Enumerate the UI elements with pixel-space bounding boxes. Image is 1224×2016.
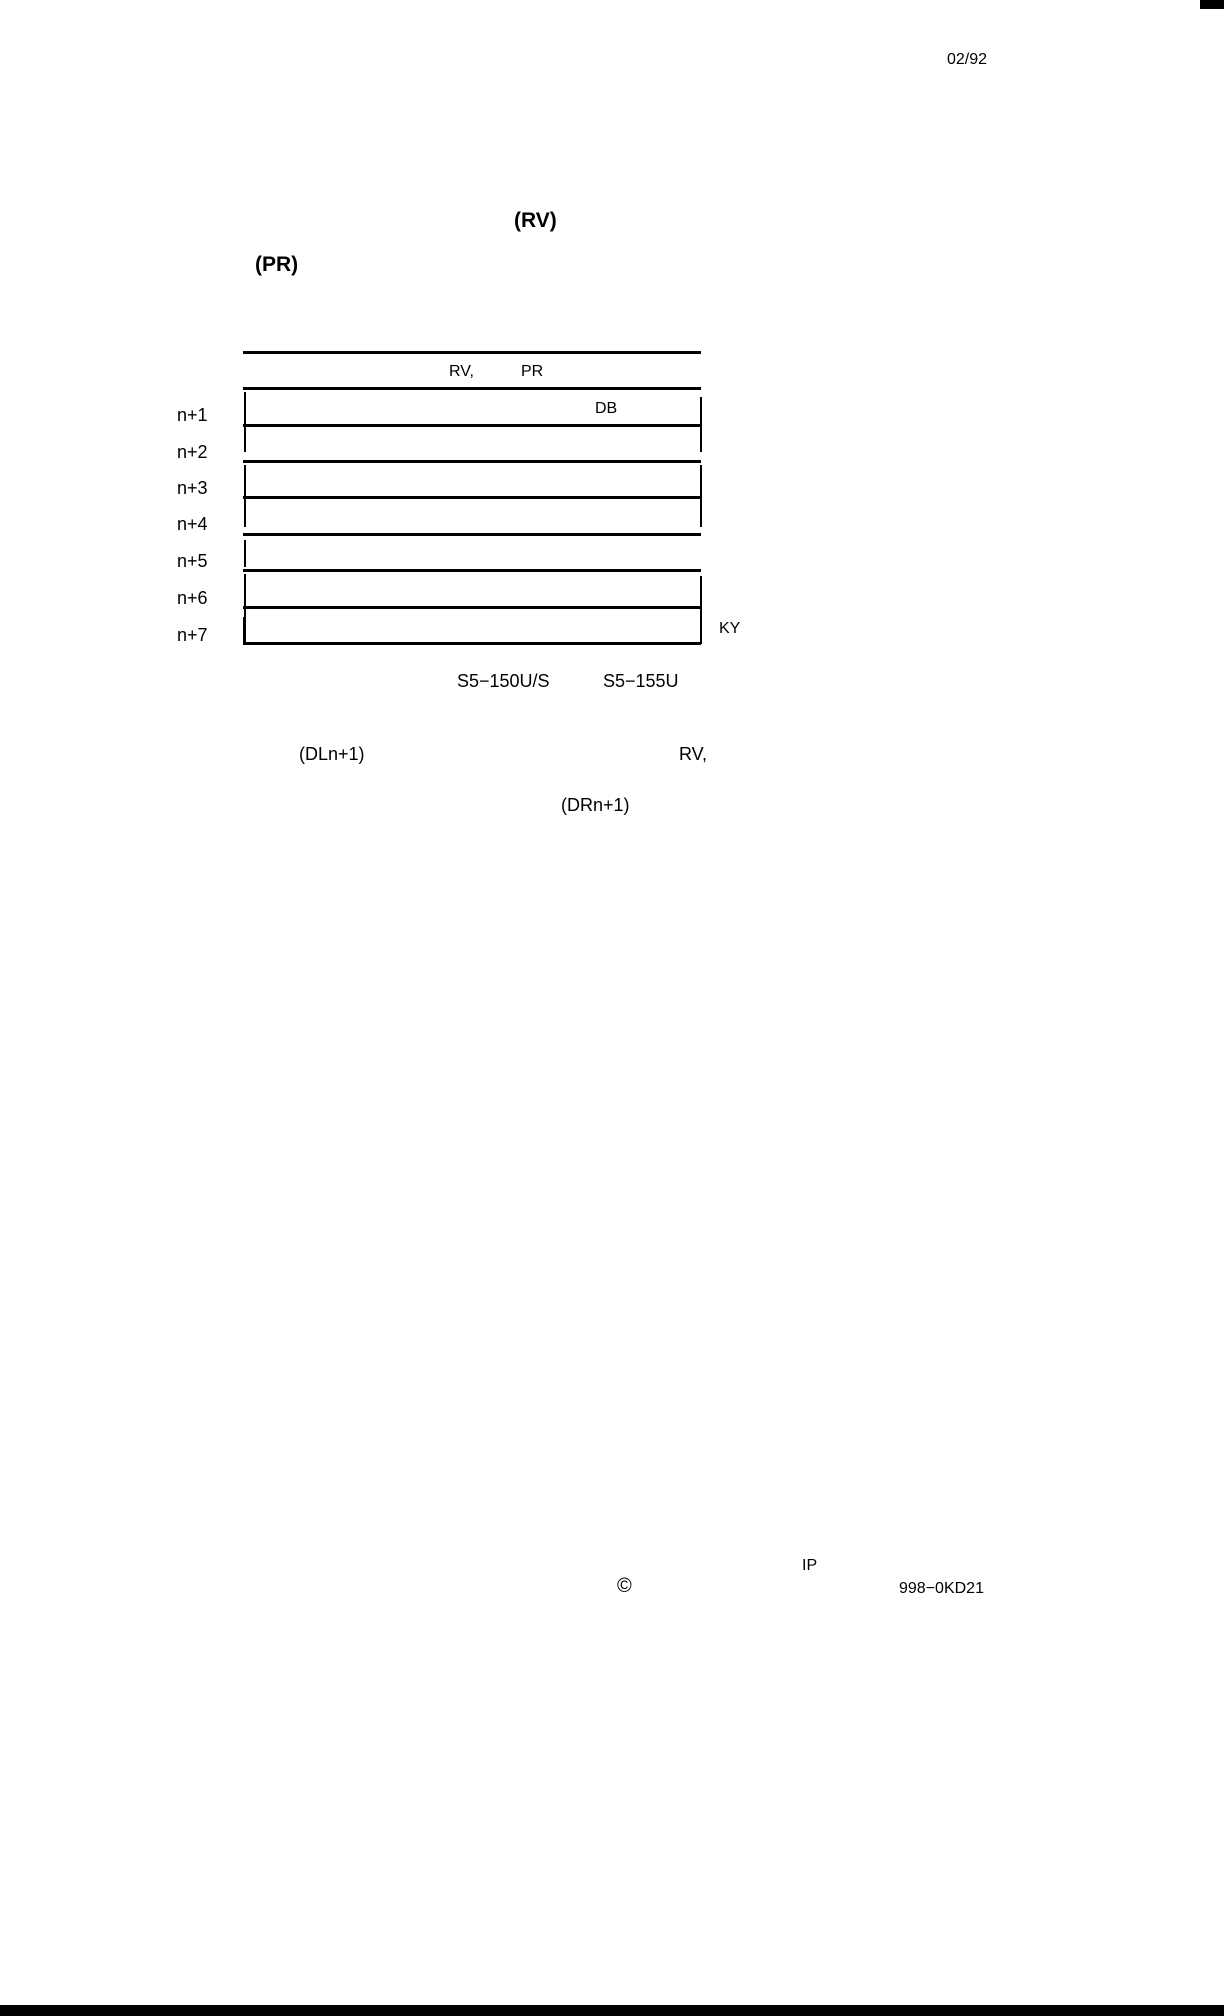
footer-ip: IP (802, 1557, 818, 1574)
page-date: 02/92 (947, 51, 988, 68)
row-label: n+1 (177, 405, 208, 425)
row-rule (243, 569, 701, 572)
row-rule (243, 533, 701, 536)
row-db-cell: DB (595, 400, 618, 417)
table-header-rv: RV, (449, 363, 474, 380)
table-left-border (244, 540, 246, 567)
caption-cpu-a: S5−150U/S (457, 671, 550, 691)
caption-cpu-b: S5−155U (603, 671, 679, 691)
row-rule (243, 460, 701, 463)
bottom-bar (0, 2005, 1224, 2016)
table-bottom-rule (243, 642, 701, 645)
row-label: n+6 (177, 588, 208, 608)
rv-heading-tag: (RV) (514, 209, 557, 232)
table-left-border (244, 465, 246, 527)
table-side-note: KY (719, 620, 741, 637)
document-number: 998−0KD21 (899, 1580, 984, 1597)
row-rule (243, 424, 701, 427)
table-right-border (700, 465, 702, 527)
table-header-pr: PR (521, 363, 544, 380)
corner-mark (1200, 0, 1224, 9)
row-label: n+5 (177, 551, 208, 571)
table-left-border (243, 617, 246, 644)
table-header-rule (243, 387, 701, 390)
row-rule (243, 496, 701, 499)
row-label: n+7 (177, 625, 208, 645)
table-left-border (244, 392, 246, 452)
dl-reference: (DLn+1) (299, 744, 365, 764)
pr-heading-tag: (PR) (255, 253, 299, 276)
table-right-border (700, 576, 702, 644)
rv-reference: RV, (679, 744, 708, 764)
table-top-rule (243, 351, 701, 354)
dr-reference: (DRn+1) (561, 795, 630, 815)
row-label: n+3 (177, 478, 208, 498)
table-right-border (700, 397, 702, 452)
row-label: n+4 (177, 514, 208, 534)
row-label: n+2 (177, 442, 208, 462)
copyright-symbol: © (617, 1575, 632, 1597)
row-rule (243, 606, 701, 609)
